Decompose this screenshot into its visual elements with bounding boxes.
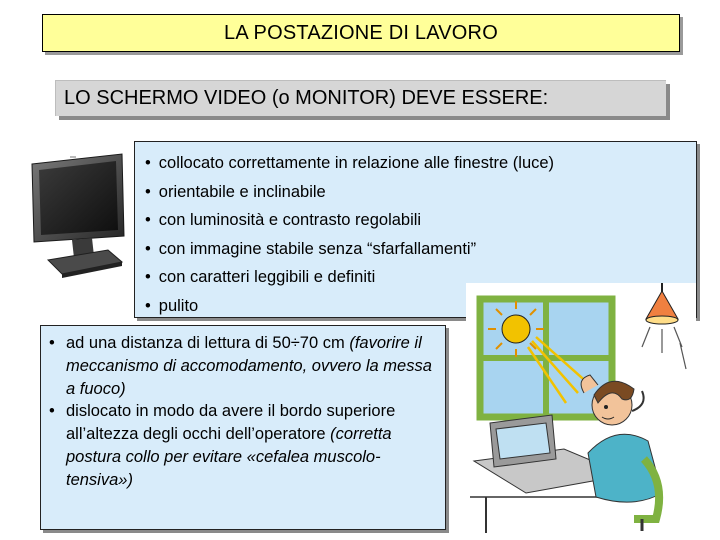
list-item: • con caratteri leggibili e definiti	[145, 263, 696, 292]
list-item: • con immagine stabile senza “sfarfallamenti”	[145, 235, 696, 264]
item-note: (favorire il meccanismo di accomodamento, ovvero la messa a fuoco)	[66, 334, 432, 398]
item-text: ad una distanza di lettura di 50÷70 cm	[66, 334, 345, 352]
list-item: • pulito	[145, 292, 696, 321]
list-item: • orientabile e inclinabile	[145, 178, 696, 207]
list-item: • con luminosità e contrasto regolabili	[145, 206, 696, 235]
glare-office-worker-illustration	[466, 283, 696, 533]
bullet-marker: •	[49, 402, 55, 421]
list-item: • collocato correttamente in relazione alle finestre (luce)	[145, 149, 696, 178]
item-text: dislocato in modo da avere il bordo superiore all’altezza degli occhi dell’operatore	[66, 402, 396, 444]
slide-title: LA POSTAZIONE DI LAVORO	[42, 14, 680, 52]
list-item	[49, 400, 437, 491]
lcd-monitor-icon	[26, 150, 132, 278]
section-subtitle: LO SCHERMO VIDEO (o MONITOR) DEVE ESSERE:	[55, 80, 666, 116]
item-note: (corretta postura collo per evitare «cefalea muscolo-tensiva»)	[66, 425, 392, 489]
positioning-box	[40, 325, 446, 530]
bullet-marker: •	[49, 334, 55, 352]
list-item	[49, 332, 437, 400]
